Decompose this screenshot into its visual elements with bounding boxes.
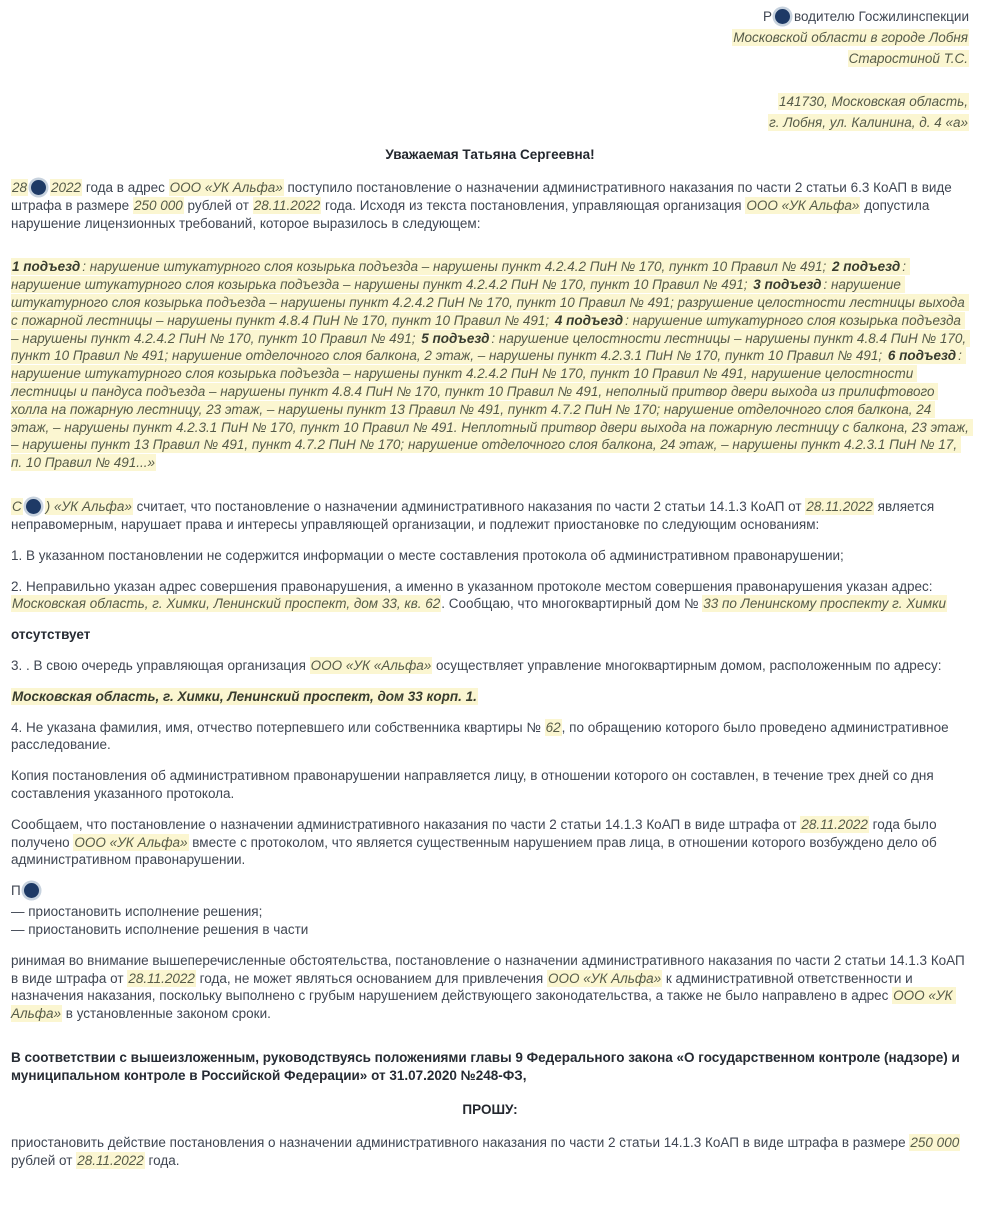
text-run: ООО «УК «Альфа» (310, 657, 432, 673)
text-run: 141730, Московская область, (778, 94, 968, 110)
text-run: 5 подъезд (421, 330, 490, 346)
text-run: 33 по Ленинскому проспекту г. Химки (703, 596, 946, 612)
letter-closing (11, 1134, 969, 1170)
text-run: отсутствует (11, 627, 91, 643)
text-run: Сообщаем, что постановление о назначении административного наказания по части 2 статьи 14.1.3 КоАП в виде штрафа от (11, 816, 801, 832)
text-run: 3 подъезд (753, 277, 822, 293)
text-run: приостановить действие постановления о назначении административного наказания по части 2 статьи 14.1.3 КоАП в виде штрафа в размере (11, 1135, 910, 1151)
addressee-postal-line-2 (11, 114, 969, 132)
text-run: Р (762, 9, 772, 24)
text-run: П (11, 883, 21, 899)
text-run: года, не может являться основанием для привлечения (195, 970, 547, 986)
paragraph-redacted-p (11, 882, 969, 900)
text-run: : нарушение штукатурного слоя козырька подъезда – нарушены пункт 4.2.4.2 ПиН № 170, пункт 10 Правил № 491; (82, 259, 830, 275)
text-run: ООО «УК Альфа» (74, 834, 188, 850)
text-run: 4 подъезд (554, 312, 624, 328)
text-run: 4. Не указана фамилия, имя, отчество потерпевшего или собственника квартиры № (11, 719, 545, 735)
text-run: Московской области в городе Лобня (733, 29, 968, 45)
text-run: ) «УК Альфа» (45, 499, 132, 515)
text-run: допустила нарушение лицензионных требований, которое выразилось в следующем: (11, 197, 934, 231)
paragraph-intro (11, 179, 969, 232)
redaction-circle-icon (775, 9, 790, 24)
text-run: С (12, 499, 22, 515)
text-run: 1 подъезд (12, 259, 81, 275)
text-run: г. Лобня, ул. Калинина, д. 4 «а» (769, 115, 968, 131)
text-run: ООО «УК Альфа» (169, 179, 283, 195)
paragraph-received-late (11, 816, 969, 869)
text-run: 1. В указанном постановлении не содержится информации о месте составления протокола об административном правонарушении; (11, 547, 844, 563)
redaction-circle-icon (24, 883, 39, 898)
request-heading: ПРОШУ: (462, 1101, 518, 1117)
paragraph-copy-rule (11, 767, 969, 803)
text-run: ООО «УК Альфа» (548, 970, 662, 986)
salutation: Уважаемая Татьяна Сергеевна! (385, 147, 595, 163)
paragraph-point-4 (11, 719, 969, 755)
paragraph-company-position (11, 498, 969, 534)
text-run: — приостановить исполнение решения; (11, 904, 263, 920)
text-run: ООО «УК Альфа» (746, 197, 860, 213)
text-run: 250 000 (133, 197, 183, 213)
text-run: 62 (545, 719, 561, 735)
addressee-block (11, 8, 969, 132)
text-run: года. Исходя из текста постановления, управляющая организация (321, 197, 746, 213)
text-run: Московская область, г. Химки, Ленинский проспект, дом 33, кв. 62 (12, 596, 441, 612)
text-run: поступило постановление о назначении административного наказания по части 2 статьи 6.3 КоАП в виде штрафа в размере (11, 179, 956, 213)
text-run: ООО «УК Альфа» (11, 988, 957, 1022)
text-run: в установленные законом сроки. (62, 1006, 271, 1022)
paragraph-violations-quote (11, 258, 973, 472)
text-run: В соответствии с вышеизложенным, руководствуясь положениями главы 9 Федерального закона «О государственном контроле (надзоре) и муниципальном контроле в Российской Федерации» от 31.07.2020 №248-ФЗ, (11, 1049, 964, 1083)
text-run: водителю Госжилинспекции (793, 9, 969, 24)
text-run: 2 подъезд (831, 259, 901, 275)
text-run: Копия постановления об административном правонарушении направляется лицу, в отношении которого он составлен, в течение трех дней со дня составления указанного протокола. (11, 768, 938, 801)
text-run: 28 (12, 179, 28, 195)
paragraph-point-3 (11, 657, 969, 675)
text-run: считает, что постановление о назначении административного наказания по части 2 статьи 14.1.3 КоАП от (132, 499, 806, 515)
text-run: осуществляет управление многоквартирным домом, расположенным по адресу: (432, 657, 942, 673)
text-run: Старостиной Т.С. (848, 50, 968, 66)
text-run: : нарушение штукатурного слоя козырька подъезда – нарушены пункт 4.2.4.2 ПиН № 170, пункт 10 Правил № 491; (11, 259, 910, 293)
text-run: ринимая во внимание вышеперечисленные обстоятельства, постановление о назначении административного наказания по части 2 статьи 14.1.3 КоАП в виде штрафа от (11, 952, 969, 986)
list-item-suspend-2 (11, 921, 969, 939)
paragraph-request (11, 1134, 969, 1170)
text-run: : нарушение целостности лестницы – нарушены пункт 4.8.4 ПиН № 170, пункт 10 Правил № 491; нарушение отделочного слоя балкона, 2 этаж, – нарушены пункт 4.2.3.1 ПиН № 170, пункт 10 Правил № 491; (11, 330, 970, 364)
text-run: : нарушение штукатурного слоя козырька подъезда – нарушены пункт 4.2.4.2 ПиН № 170, пункт 10 Правил № 491; (11, 312, 965, 346)
text-run: Московская область, г. Химки, Ленинский проспект, дом 33 корп. 1. (12, 688, 477, 704)
text-run: 28.11.2022 (801, 816, 868, 832)
redaction-circle-icon (26, 499, 41, 514)
paragraph-point-1 (11, 547, 969, 565)
paragraph-absent (11, 626, 969, 644)
text-run: 2. Неправильно указан адрес совершения правонарушения, а именно в указанном протоколе местом совершения правонарушения указан адрес: (11, 578, 937, 594)
letter-body (11, 179, 973, 1085)
text-run: , по обращению которого было проведено административное расследование. (11, 719, 953, 753)
paragraph-conclusion (11, 952, 969, 1023)
text-run: года было получено (11, 816, 941, 850)
addressee-line-3 (11, 50, 969, 68)
text-run: : нарушение штукатурного слоя козырька подъезда – нарушены пункт 4.2.4.2 ПиН № 170, пункт 10 Правил № 491; разрушение целостности лестницы выхода с пожарной лестницы – нарушены пункт 4.8.4 ПиН № 170, пункт 10 Правил № 491; (11, 277, 969, 328)
text-run: рублей от (11, 1135, 964, 1169)
text-run: рублей от (183, 197, 253, 213)
text-run: года. (144, 1153, 180, 1169)
text-run: 2022 (51, 179, 82, 195)
text-run: 28.11.2022 (77, 1153, 144, 1169)
paragraph-managed-address (11, 688, 969, 706)
text-run: 28.11.2022 (128, 970, 195, 986)
text-run: . Сообщаю, что многоквартирный дом № (441, 596, 703, 612)
text-run: : нарушение штукатурного слоя козырька подъезда – нарушены пункт 4.2.4.2 ПиН № 170, пункт 10 Правил № 491, нарушение целостности лестницы и пандуса подъезда – нарушены пункт 4.8.4 ПиН № 170, пункт 10 Правил № 491, неполный притвор двери выхода из прилифтового холла на пожарную лестницу, 23 этаж, – нарушены пункт 13 Правил № 491, пункт 4.7.2 ПиН № 170; нарушение отделочного слоя балкона, 24 этаж, – нарушены пункт 4.2.3.1 ПиН № 170, пункт 10 Правил № 491. Неплотный притвор двери выхода на пожарную лестницу с балкона, 23 этаж, – нарушены пункт 13 Правил № 491, пункт 4.7.2 ПиН № 170; нарушение отделочного слоя балкона, 24 этаж, – нарушены пункт 4.2.3.1 ПиН № 17, п. 10 Правил № 491...» (11, 348, 973, 471)
list-item-suspend-1 (11, 903, 969, 921)
paragraph-point-2 (11, 578, 969, 614)
text-run: 250 000 (910, 1135, 960, 1151)
text-run: 6 подъезд (887, 348, 957, 364)
text-run: 28.11.2022 (253, 197, 321, 213)
addressee-postal-line-1 (11, 93, 969, 111)
addressee-line-2 (11, 29, 969, 47)
text-run: является неправомерным, нарушает права и интересы управляющей организации, и подлежит приостановке по следующим основаниям: (11, 499, 938, 532)
text-run: к административной ответственности и назначения наказания, поскольку выполнено с грубым нарушением действующего законодательства, а также не было направлено в адрес (11, 970, 917, 1004)
text-run: — приостановить исполнение решения в части (11, 921, 309, 937)
redaction-circle-icon (31, 180, 46, 195)
paragraph-legal-basis (11, 1049, 969, 1085)
text-run: года в адрес (82, 179, 169, 195)
addressee-line-1 (11, 8, 969, 26)
text-run: 28.11.2022 (806, 499, 873, 515)
text-run: 3. . В свою очередь управляющая организация (11, 657, 310, 673)
text-run: вместе с протоколом, что является существенным нарушением прав лица, в отношении которого возбуждено дело об административном правонарушении. (11, 834, 941, 868)
